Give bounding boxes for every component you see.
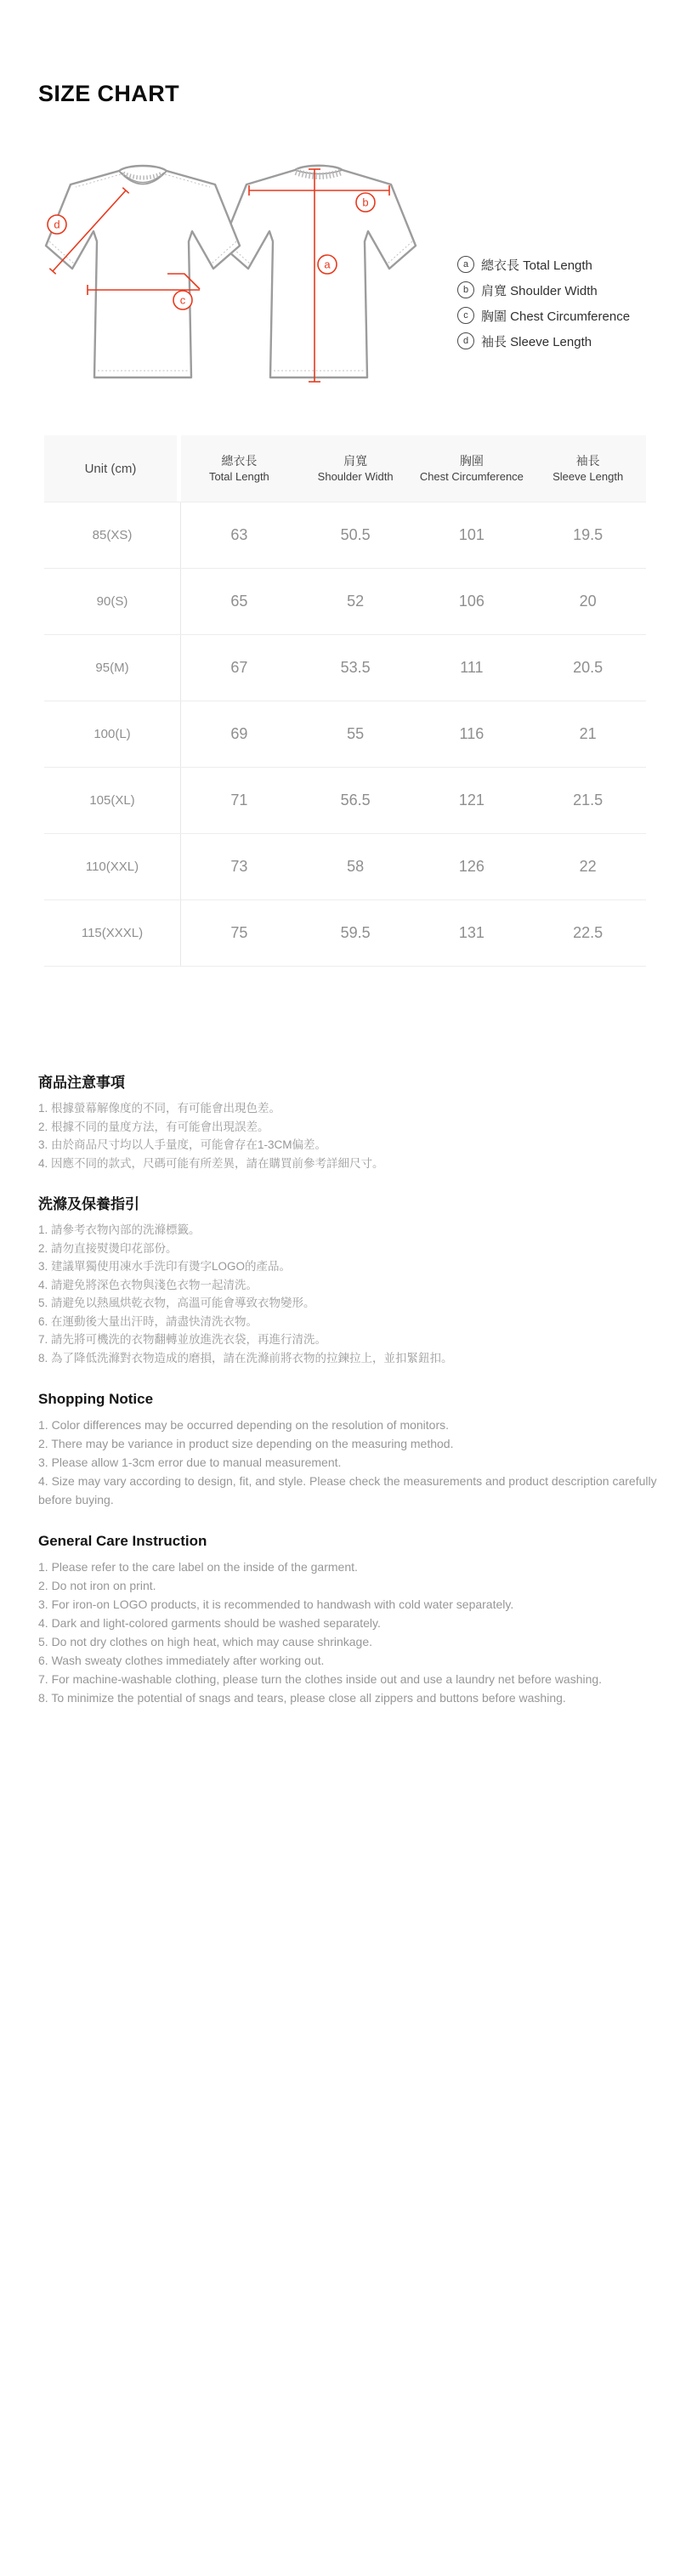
size-label-cell: 85(XS)	[44, 502, 181, 568]
value-cell: 65	[230, 593, 248, 610]
size-row-115(XXXL)	[44, 900, 646, 967]
value-cell: 106	[458, 593, 484, 610]
section-items	[38, 1099, 672, 1172]
info-section	[38, 1073, 672, 1172]
size-table-header	[44, 435, 646, 502]
section-item: 7. For machine-washable clothing, please turn the clothes inside out and use a laundry net before washing.	[38, 1672, 603, 1686]
legend-label: 胸圍 Chest Circumference	[481, 309, 631, 324]
value-cell: 58	[347, 858, 365, 875]
column-header-en: Chest Circumference	[419, 470, 524, 483]
section-item: 8. To minimize the potential of snags and tears, please close all zippers and buttons before washing.	[38, 1691, 566, 1705]
value-cell: 126	[458, 858, 484, 875]
size-label-cell: 115(XXXL)	[44, 900, 181, 966]
info-section	[38, 1194, 672, 1367]
tshirt-measurement-diagram	[38, 133, 422, 389]
section-item: 4. 請避免將深色衣物與淺色衣物一起清洗。	[38, 1278, 258, 1291]
svg-text:c: c	[179, 293, 186, 307]
legend-item-b	[457, 277, 630, 303]
column-header	[530, 435, 646, 502]
column-header-zh: 胸圍	[459, 454, 484, 468]
section-item: 5. Do not dry clothes on high heat, which may cause shrinkage.	[38, 1635, 372, 1648]
svg-text:b: b	[362, 196, 369, 209]
section-item: 2. 根據不同的量度方法，有可能會出現誤差。	[38, 1120, 269, 1133]
legend-label: 肩寬 Shoulder Width	[481, 283, 598, 298]
value-cell: 50.5	[340, 526, 371, 543]
value-cell: 121	[458, 792, 484, 809]
section-item: 1. Color differences may be occurred depending on the resolution of monitors.	[38, 1418, 450, 1432]
value-cell: 21.5	[573, 792, 604, 809]
page-title: SIZE CHART	[38, 81, 179, 106]
size-row-110(XXL)	[44, 834, 646, 900]
value-cell: 52	[347, 593, 365, 610]
value-cell: 63	[230, 526, 248, 543]
size-row-95(M)	[44, 635, 646, 701]
tshirt-front-view	[46, 166, 240, 377]
circled-d-icon	[48, 215, 66, 234]
value-cell: 71	[230, 792, 248, 809]
value-cell: 53.5	[340, 659, 371, 676]
size-table	[44, 435, 646, 967]
legend-label: 袖長 Sleeve Length	[481, 334, 592, 349]
circled-d-legend-icon: d	[457, 332, 474, 349]
section-item: 2. 請勿直接熨燙印花部份。	[38, 1241, 178, 1255]
column-header-en: Total Length	[208, 470, 269, 483]
section-item: 3. 由於商品尺寸均以人手量度，可能會存在1-3CM偏差。	[38, 1138, 327, 1151]
circled-a-icon	[318, 255, 337, 274]
info-section	[38, 1389, 672, 1509]
value-cell: 22.5	[573, 924, 604, 941]
column-header	[181, 435, 298, 502]
size-table-body	[44, 502, 646, 967]
section-item: 4. 因應不同的款式，尺碼可能有所差異，請在購買前參考詳細尺寸。	[38, 1156, 384, 1170]
svg-text:a: a	[324, 258, 331, 271]
value-cell: 55	[347, 725, 365, 742]
size-label-cell: 90(S)	[44, 569, 181, 634]
circled-b-icon	[356, 193, 375, 212]
info-section	[38, 1531, 672, 1707]
section-heading: 商品注意事項	[38, 1075, 125, 1091]
section-heading: General Care Instruction	[38, 1533, 207, 1549]
size-label-cell: 100(L)	[44, 701, 181, 767]
size-row-85(XS)	[44, 502, 646, 569]
column-header-zh: 總衣長	[221, 454, 258, 468]
section-item: 1. Please refer to the care label on the inside of the garment.	[38, 1560, 358, 1574]
value-cell: 116	[459, 725, 484, 742]
section-item: 6. Wash sweaty clothes immediately after working out.	[38, 1654, 325, 1667]
section-item: 1. 請參考衣物內部的洗滌標籤。	[38, 1223, 201, 1236]
value-cell: 101	[458, 526, 484, 543]
value-cell: 22	[579, 858, 597, 875]
column-header	[298, 435, 414, 502]
column-header-en: Shoulder Width	[317, 470, 394, 483]
size-label-cell: 95(M)	[44, 635, 181, 701]
value-cell: 56.5	[340, 792, 371, 809]
size-label-cell: 105(XL)	[44, 768, 181, 833]
value-cell: 111	[460, 659, 484, 676]
value-cell: 67	[230, 659, 248, 676]
section-item: 5. 請避免以熱風烘乾衣物，高溫可能會導致衣物變形。	[38, 1297, 315, 1309]
section-item: 7. 請先將可機洗的衣物翻轉並放進洗衣袋，再進行清洗。	[38, 1333, 327, 1346]
value-cell: 69	[230, 725, 248, 742]
column-header-en: Sleeve Length	[552, 470, 624, 483]
section-heading: Shopping Notice	[38, 1391, 154, 1407]
value-cell: 21	[579, 725, 597, 742]
column-header-zh: 袖長	[575, 454, 600, 468]
tshirt-back-view	[222, 166, 416, 377]
section-heading: 洗滌及保養指引	[38, 1196, 139, 1212]
value-cell: 75	[230, 924, 248, 941]
section-item: 4. Dark and light-colored garments should be washed separately.	[38, 1616, 381, 1630]
circled-c-icon	[173, 291, 192, 309]
legend-item-c	[457, 303, 630, 328]
section-item: 2. Do not iron on print.	[38, 1579, 156, 1592]
value-cell: 20.5	[573, 659, 604, 676]
size-label-cell: 110(XXL)	[44, 834, 181, 899]
section-item: 6. 在運動後大量出汗時，請盡快清洗衣物。	[38, 1314, 258, 1328]
section-item: 3. For iron-on LOGO products, it is recommended to handwash with cold water separately.	[38, 1597, 514, 1611]
legend-item-a	[457, 252, 630, 277]
value-cell: 131	[458, 924, 484, 941]
circled-a-legend-icon: a	[457, 256, 474, 273]
info-sections	[38, 1073, 672, 1729]
section-item: 3. 建議單獨使用凍水手洗印有燙字LOGO的產品。	[38, 1260, 292, 1273]
column-header-zh: 肩寬	[343, 454, 368, 468]
size-row-100(L)	[44, 701, 646, 768]
size-row-90(S)	[44, 569, 646, 635]
unit-header-cell: Unit (cm)	[44, 435, 181, 502]
section-item: 8. 為了降低洗滌對衣物造成的磨損，請在洗滌前將衣物的拉鍊拉上，並扣緊鈕扣。	[38, 1351, 453, 1365]
measure-legend	[457, 252, 630, 354]
circled-b-legend-icon: b	[457, 281, 474, 298]
circled-c-legend-icon: c	[457, 307, 474, 324]
value-cell: 19.5	[573, 526, 604, 543]
value-cell: 20	[579, 593, 597, 610]
section-items	[38, 1558, 672, 1707]
section-item: 3. Please allow 1-3cm error due to manual measurement.	[38, 1455, 342, 1469]
section-items	[38, 1221, 672, 1367]
legend-item-d	[457, 328, 630, 354]
value-cell: 59.5	[340, 924, 371, 941]
value-cell: 73	[230, 858, 248, 875]
section-item: 1. 根據螢幕解像度的不同，有可能會出現色差。	[38, 1102, 281, 1115]
legend-label: 總衣長 Total Length	[481, 258, 592, 273]
svg-text:d: d	[54, 218, 60, 231]
column-header	[414, 435, 530, 502]
size-row-105(XL)	[44, 768, 646, 834]
section-item: 4. Size may vary according to design, fit, and style. Please check the measurements and product description carefully before buying.	[38, 1474, 657, 1506]
section-item: 2. There may be variance in product size depending on the measuring method.	[38, 1437, 454, 1450]
section-items	[38, 1416, 672, 1509]
